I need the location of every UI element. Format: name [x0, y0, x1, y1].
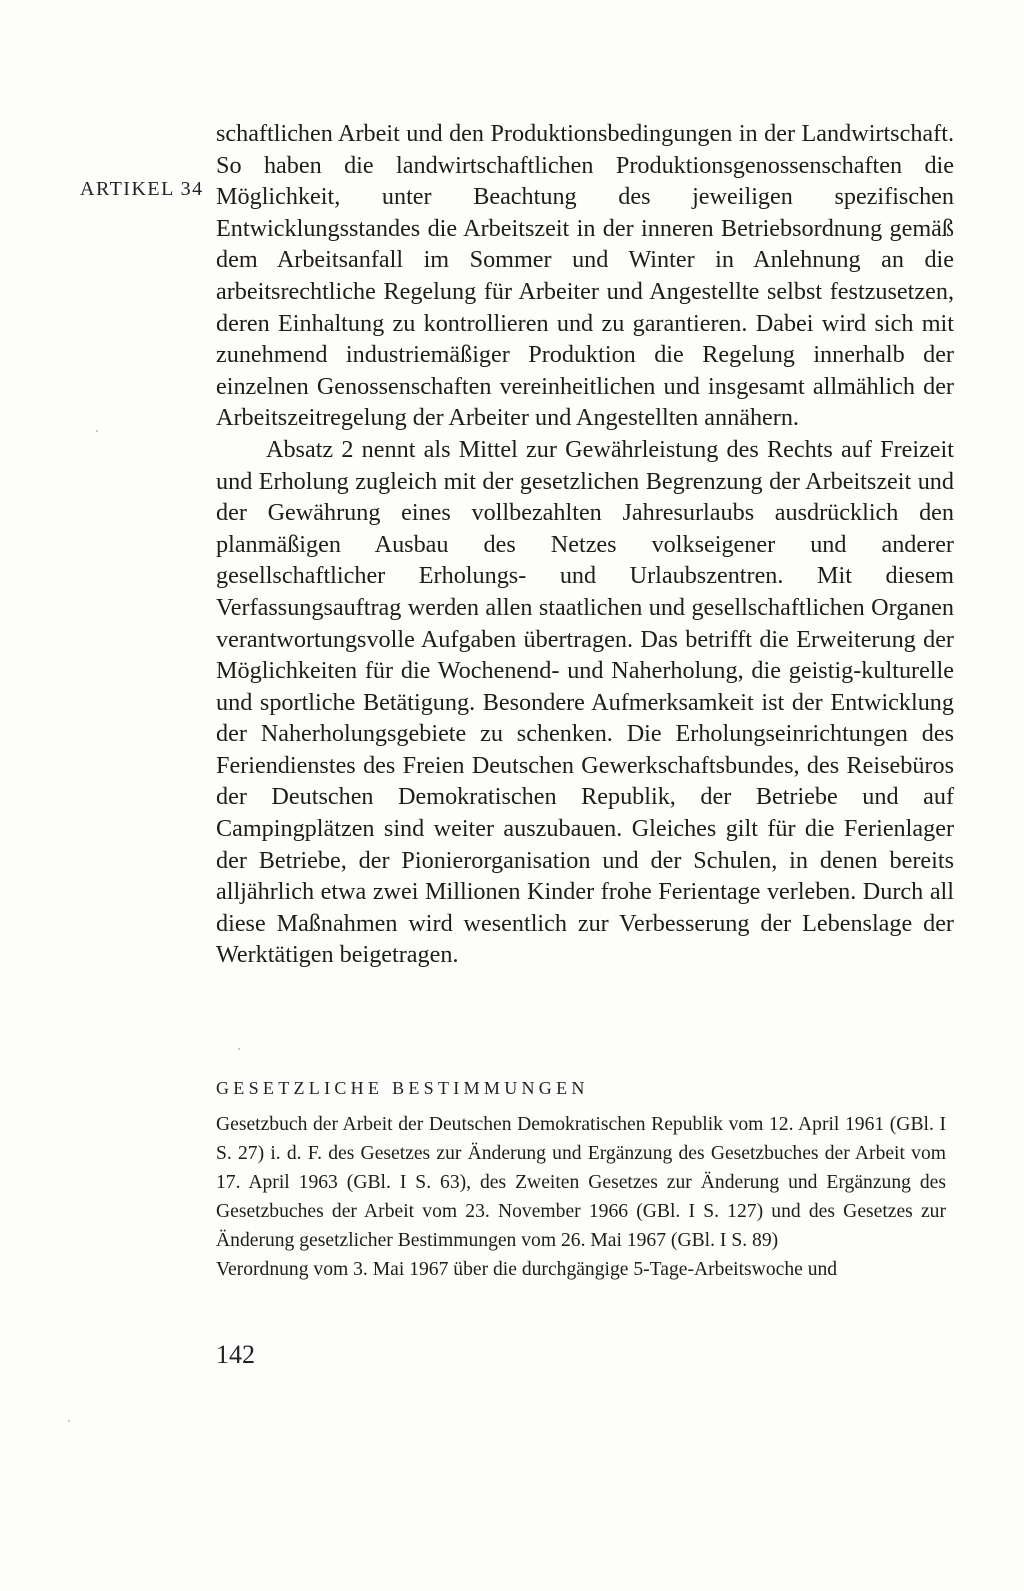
paragraph-1: schaftlichen Arbeit und den Produktionsbedingungen in der Landwirtschaft. So haben die landwirtschaftlichen Produktionsgenossenschaften die Möglichkeit, unter Beachtung des jeweiligen spezifischen Entwicklungsstandes die Arbeitszeit in der inneren Betriebsordnung gemäß dem Arbeitsanfall im Sommer und Winter in Anlehnung an die arbeitsrechtliche Regelung für Arbeiter und Angestellte selbst festzusetzen, deren Einhaltung zu kontrollieren und zu garantieren. Dabei wird sich mit zunehmend industriemäßiger Produktion die Regelung innerhalb der einzelnen Genossenschaften vereinheitlichen und insgesamt allmählich der Arbeitszeitregelung der Arbeiter und Angestellten annähern. — [216, 120, 954, 432]
paper-speck — [238, 1048, 240, 1050]
law-reference-1: Gesetzbuch der Arbeit der Deutschen Demokratischen Republik vom 12. April 1961 (GBl. I S. 27) i. d. F. des Gesetzes zur Änderung und Ergänzung des Gesetzbuches der Arbeit vom 17. April 1963 (GBl. I S. 63), des Zweiten Gesetzes zur Änderung und Ergänzung des Gesetzbuches der Arbeit vom 23. November 1966 (GBl. I S. 127) und des Gesetzes zur Änderung gesetzlicher Bestimmungen vom 26. Mai 1967 (GBl. I S. 89) — [216, 1114, 946, 1251]
law-reference-2: Verordnung vom 3. Mai 1967 über die durchgängige 5-Tage-Arbeitswoche und — [216, 1259, 838, 1280]
commentary-text — [216, 118, 954, 971]
article-margin-label: ARTIKEL 34 — [80, 178, 204, 200]
legal-provisions-heading: GESETZLICHE BESTIMMUNGEN — [216, 1078, 589, 1098]
legal-provisions-list — [216, 1110, 946, 1284]
page-number: 142 — [216, 1340, 255, 1369]
paragraph-2: Absatz 2 nennt als Mittel zur Gewährleistung des Rechts auf Freizeit und Erholung zugleich mit der gesetzlichen Begrenzung der Arbeitszeit und der Gewährung eines vollbezahlten Jahresurlaubs ausdrücklich den planmäßigen Ausbau des Netzes volkseigener und anderer gesellschaftlicher Erholungs- und Urlaubszentren. Mit diesem Verfassungsauftrag werden allen staatlichen und gesellschaftlichen Organen verantwortungsvolle Aufgaben übertragen. Das betrifft die Erweiterung der Möglichkeiten für die Wochenend- und Naherholung, die geistig-kulturelle und sportliche Betätigung. Besondere Aufmerksamkeit ist der Entwicklung der Naherholungsgebiete zu schenken. Die Erholungseinrichtungen des Feriendienstes des Freien Deutschen Gewerkschaftsbundes, des Reisebüros der Deutschen Demokratischen Republik, der Betriebe und auf Campingplätzen sind weiter auszubauen. Gleiches gilt für die Ferienlager der Betriebe, der Pionierorganisation und der Schulen, in denen bereits alljährlich etwa zwei Millionen Kinder frohe Ferientage verleben. Durch all diese Maßnahmen wird wesentlich zur Verbesserung der Lebenslage der Werktätigen beigetragen. — [216, 435, 954, 969]
paper-speck — [68, 1420, 70, 1422]
paper-speck — [96, 430, 98, 432]
